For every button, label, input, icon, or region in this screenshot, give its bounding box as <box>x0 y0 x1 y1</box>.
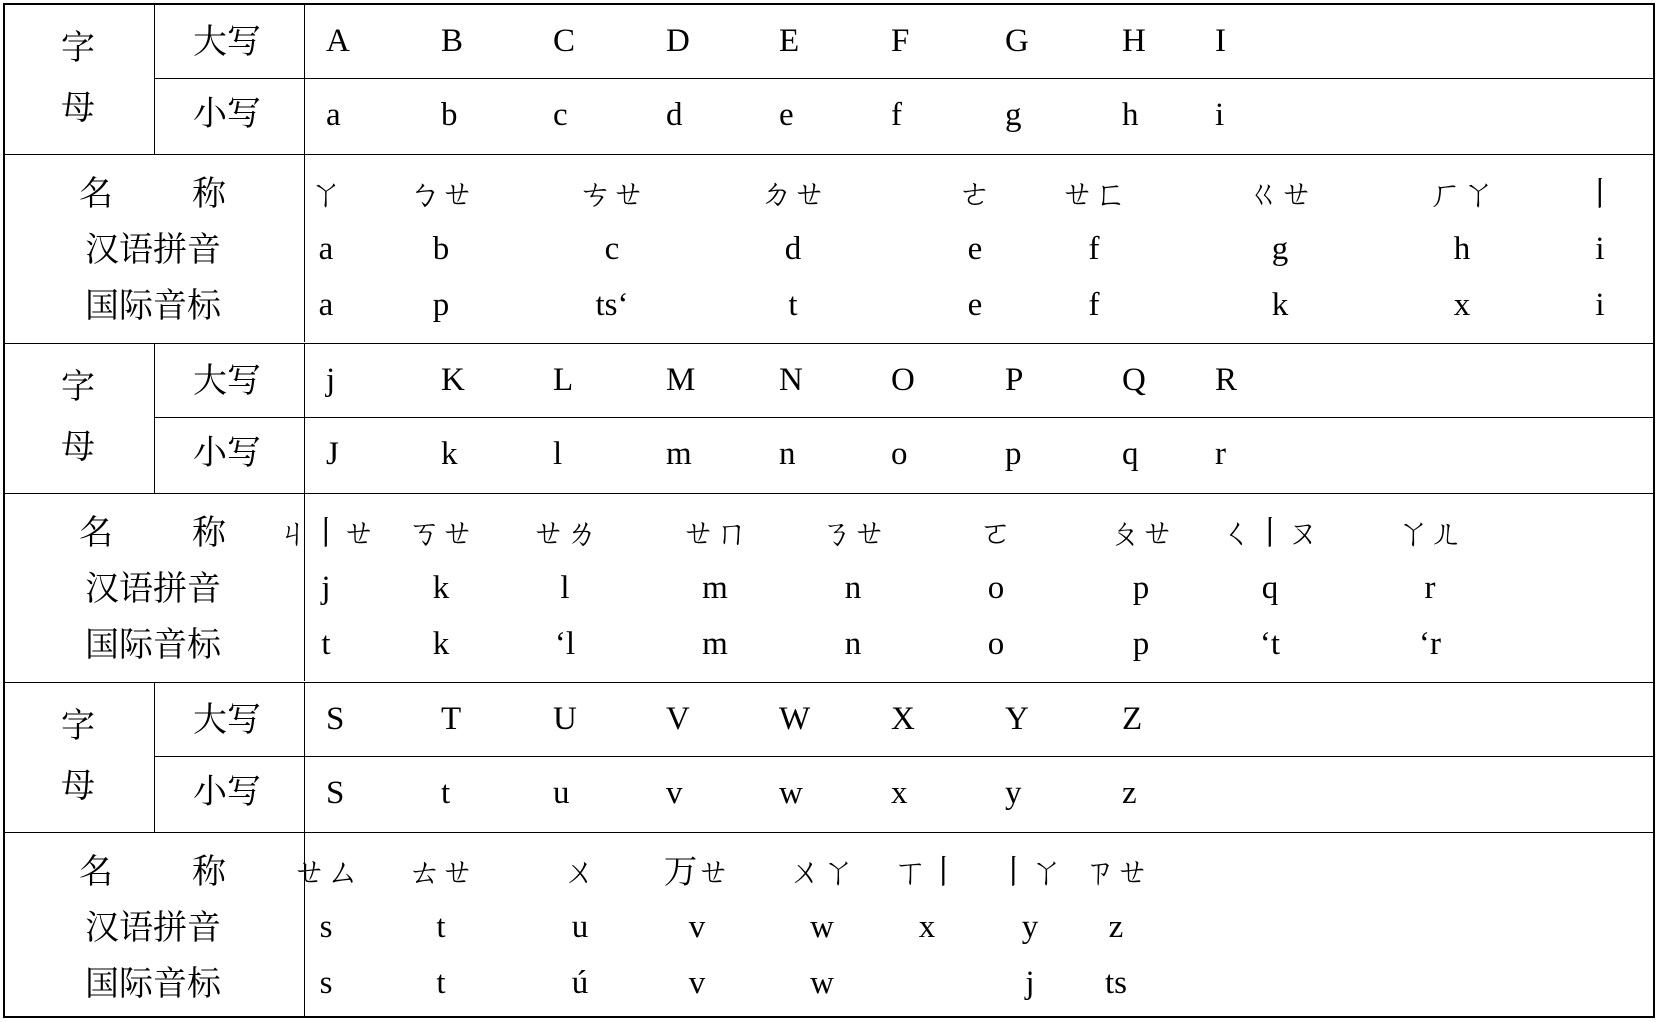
lowercase-letter: p <box>1005 436 1022 472</box>
label-name-a: 名 <box>79 513 113 553</box>
uppercase-letter: I <box>1215 23 1226 59</box>
letter-name: ㄏㄚ <box>1429 174 1495 213</box>
divider-label <box>154 343 155 493</box>
lowercase-letter: S <box>326 775 345 811</box>
lowercase-letter: n <box>779 436 796 472</box>
ipa-value: ʻt <box>1259 626 1281 662</box>
lowercase-letter: J <box>326 436 339 472</box>
divider-label <box>154 682 155 832</box>
pinyin-value: a <box>318 231 334 267</box>
ipa-value: s <box>319 965 333 1001</box>
lowercase-letter: a <box>326 97 341 133</box>
label-ipa: 国际音标 <box>85 286 221 326</box>
letter-name: ㄆㄝ <box>1108 513 1174 552</box>
label-name-b: 称 <box>192 513 226 553</box>
uppercase-letter: H <box>1122 23 1146 59</box>
uppercase-letter: N <box>779 362 803 398</box>
uppercase-letter: P <box>1005 362 1024 398</box>
rule-block <box>4 343 1654 344</box>
divider-content <box>304 4 305 342</box>
pinyin-value: p <box>1132 570 1150 606</box>
uppercase-letter: V <box>666 701 690 737</box>
lowercase-letter: l <box>553 436 563 472</box>
rule-block <box>4 682 1654 683</box>
rule-letters-names <box>4 154 1654 155</box>
uppercase-letter: Y <box>1005 701 1029 737</box>
label-zi: 字 <box>61 367 95 407</box>
label-uppercase: 大写 <box>193 361 261 401</box>
label-pinyin: 汉语拼音 <box>85 908 221 948</box>
ipa-value: x <box>1453 287 1471 323</box>
label-mu: 母 <box>61 88 95 128</box>
rule-letters-names <box>4 832 1654 833</box>
label-pinyin: 汉语拼音 <box>85 230 221 270</box>
ipa-value: v <box>688 965 706 1001</box>
letter-name: ㄝㄇ <box>682 513 748 552</box>
letter-name: ㄛ <box>979 513 1013 552</box>
lowercase-letter: m <box>666 436 692 472</box>
ipa-value: ts <box>1104 965 1128 1001</box>
pinyin-value: v <box>688 909 706 945</box>
lowercase-letter: z <box>1122 775 1137 811</box>
label-zi: 字 <box>61 28 95 68</box>
ipa-value: p <box>432 287 450 323</box>
uppercase-letter: B <box>441 23 464 59</box>
pinyin-value: b <box>432 231 450 267</box>
letter-name: ㄑ丨ㄡ <box>1220 513 1320 552</box>
letter-name: ㄊㄝ <box>408 852 474 891</box>
label-lowercase: 小写 <box>193 433 261 473</box>
pinyin-value: c <box>604 231 620 267</box>
letter-name: ㄗㄝ <box>1083 852 1149 891</box>
ipa-value: e <box>967 287 983 323</box>
letter-name: ㄎㄝ <box>408 513 474 552</box>
label-mu: 母 <box>61 427 95 467</box>
letter-name: ㄅㄝ <box>408 174 474 213</box>
ipa-value: n <box>844 626 862 662</box>
pinyin-value: k <box>432 570 450 606</box>
lowercase-letter: x <box>891 775 908 811</box>
pinyin-value: d <box>784 231 802 267</box>
lowercase-letter: w <box>779 775 803 811</box>
ipa-value: tsʻ <box>595 287 629 323</box>
label-name-b: 称 <box>192 174 226 214</box>
uppercase-letter: O <box>891 362 915 398</box>
letter-name: ㄚ <box>309 174 343 213</box>
lowercase-letter: y <box>1005 775 1022 811</box>
uppercase-letter: U <box>553 701 577 737</box>
pinyin-value: n <box>844 570 862 606</box>
lowercase-letter: q <box>1122 436 1139 472</box>
letter-name: 丨ㄚ <box>997 852 1063 891</box>
label-uppercase: 大写 <box>193 22 261 62</box>
letter-name: ㄒ丨 <box>894 852 960 891</box>
pinyin-value: t <box>436 909 446 945</box>
ipa-value: ú <box>571 965 589 1001</box>
letter-name: ㄨ <box>563 852 597 891</box>
pinyin-value: r <box>1424 570 1436 606</box>
ipa-value: a <box>318 287 334 323</box>
divider-content <box>304 682 305 1016</box>
lowercase-letter: o <box>891 436 908 472</box>
ipa-value: t <box>788 287 798 323</box>
uppercase-letter: R <box>1215 362 1238 398</box>
uppercase-letter: A <box>326 23 350 59</box>
label-ipa: 国际音标 <box>85 625 221 665</box>
ipa-value: i <box>1595 287 1605 323</box>
label-pinyin: 汉语拼音 <box>85 569 221 609</box>
label-lowercase: 小写 <box>193 772 261 812</box>
letter-name: ㄘㄝ <box>579 174 645 213</box>
letter-name: ㄝㄈ <box>1061 174 1127 213</box>
label-mu: 母 <box>61 766 95 806</box>
letter-name: ㄚㄦ <box>1397 513 1463 552</box>
pinyin-value: j <box>321 570 331 606</box>
pinyin-value: y <box>1021 909 1039 945</box>
label-lowercase: 小写 <box>193 94 261 134</box>
ipa-value: ʻl <box>554 626 576 662</box>
ipa-value: o <box>987 626 1005 662</box>
uppercase-letter: E <box>779 23 800 59</box>
uppercase-letter: W <box>779 701 811 737</box>
rule-upper-lower <box>154 78 1654 79</box>
ipa-value: w <box>810 965 834 1001</box>
uppercase-letter: S <box>326 701 345 737</box>
letter-name: ㄍㄝ <box>1247 174 1313 213</box>
ipa-value: t <box>321 626 331 662</box>
pinyin-value: g <box>1271 231 1289 267</box>
letter-name: ㄜ <box>958 174 992 213</box>
uppercase-letter: K <box>441 362 465 398</box>
lowercase-letter: v <box>666 775 683 811</box>
uppercase-letter: D <box>666 23 690 59</box>
lowercase-letter: d <box>666 97 683 133</box>
pinyin-value: u <box>571 909 589 945</box>
uppercase-letter: L <box>553 362 574 398</box>
letter-name: ㄪㄝ <box>664 852 730 891</box>
uppercase-letter: Q <box>1122 362 1146 398</box>
letter-name: ㄋㄝ <box>820 513 886 552</box>
label-name-b: 称 <box>192 852 226 892</box>
pinyin-value: m <box>702 570 728 606</box>
lowercase-letter: c <box>553 97 568 133</box>
lowercase-letter: e <box>779 97 794 133</box>
uppercase-letter: C <box>553 23 576 59</box>
ipa-value: j <box>1025 965 1035 1001</box>
pinyin-value: o <box>987 570 1005 606</box>
rule-upper-lower <box>154 417 1654 418</box>
ipa-value: ʻr <box>1419 626 1441 662</box>
letter-name: 丨 <box>1583 174 1617 213</box>
lowercase-letter: u <box>553 775 570 811</box>
letter-name: ㄉㄝ <box>760 174 826 213</box>
pinyin-value: h <box>1453 231 1471 267</box>
rule-upper-lower <box>154 756 1654 757</box>
letter-name: ㄨㄚ <box>789 852 855 891</box>
uppercase-letter: j <box>326 362 336 398</box>
lowercase-letter: k <box>441 436 458 472</box>
label-ipa: 国际音标 <box>85 964 221 1004</box>
rule-letters-names <box>4 493 1654 494</box>
divider-label <box>154 4 155 154</box>
pinyin-value: i <box>1595 231 1605 267</box>
lowercase-letter: i <box>1215 97 1225 133</box>
letter-name: ㄝㄌ <box>532 513 598 552</box>
uppercase-letter: F <box>891 23 910 59</box>
lowercase-letter: f <box>891 97 902 133</box>
pinyin-value: x <box>918 909 936 945</box>
lowercase-letter: t <box>441 775 451 811</box>
uppercase-letter: T <box>441 701 462 737</box>
uppercase-letter: M <box>666 362 696 398</box>
label-name-a: 名 <box>79 174 113 214</box>
uppercase-letter: Z <box>1122 701 1143 737</box>
pinyin-value: w <box>810 909 834 945</box>
lowercase-letter: g <box>1005 97 1022 133</box>
ipa-value: t <box>436 965 446 1001</box>
ipa-value: k <box>432 626 450 662</box>
ipa-value: p <box>1132 626 1150 662</box>
ipa-value: k <box>1271 287 1289 323</box>
uppercase-letter: G <box>1005 23 1029 59</box>
pinyin-value: l <box>560 570 570 606</box>
letter-name: ㄐ丨ㄝ <box>276 513 376 552</box>
label-zi: 字 <box>61 706 95 746</box>
pinyin-value: q <box>1261 570 1279 606</box>
label-name-a: 名 <box>79 852 113 892</box>
ipa-value: f <box>1088 287 1100 323</box>
label-uppercase: 大写 <box>193 700 261 740</box>
lowercase-letter: r <box>1215 436 1226 472</box>
uppercase-letter: X <box>891 701 915 737</box>
lowercase-letter: b <box>441 97 458 133</box>
lowercase-letter: h <box>1122 97 1139 133</box>
letter-name: ㄝㄙ <box>293 852 359 891</box>
ipa-value: m <box>702 626 728 662</box>
divider-content <box>304 343 305 681</box>
pinyin-value: z <box>1108 909 1124 945</box>
pinyin-value: e <box>967 231 983 267</box>
pinyin-value: s <box>319 909 333 945</box>
pinyin-value: f <box>1088 231 1100 267</box>
